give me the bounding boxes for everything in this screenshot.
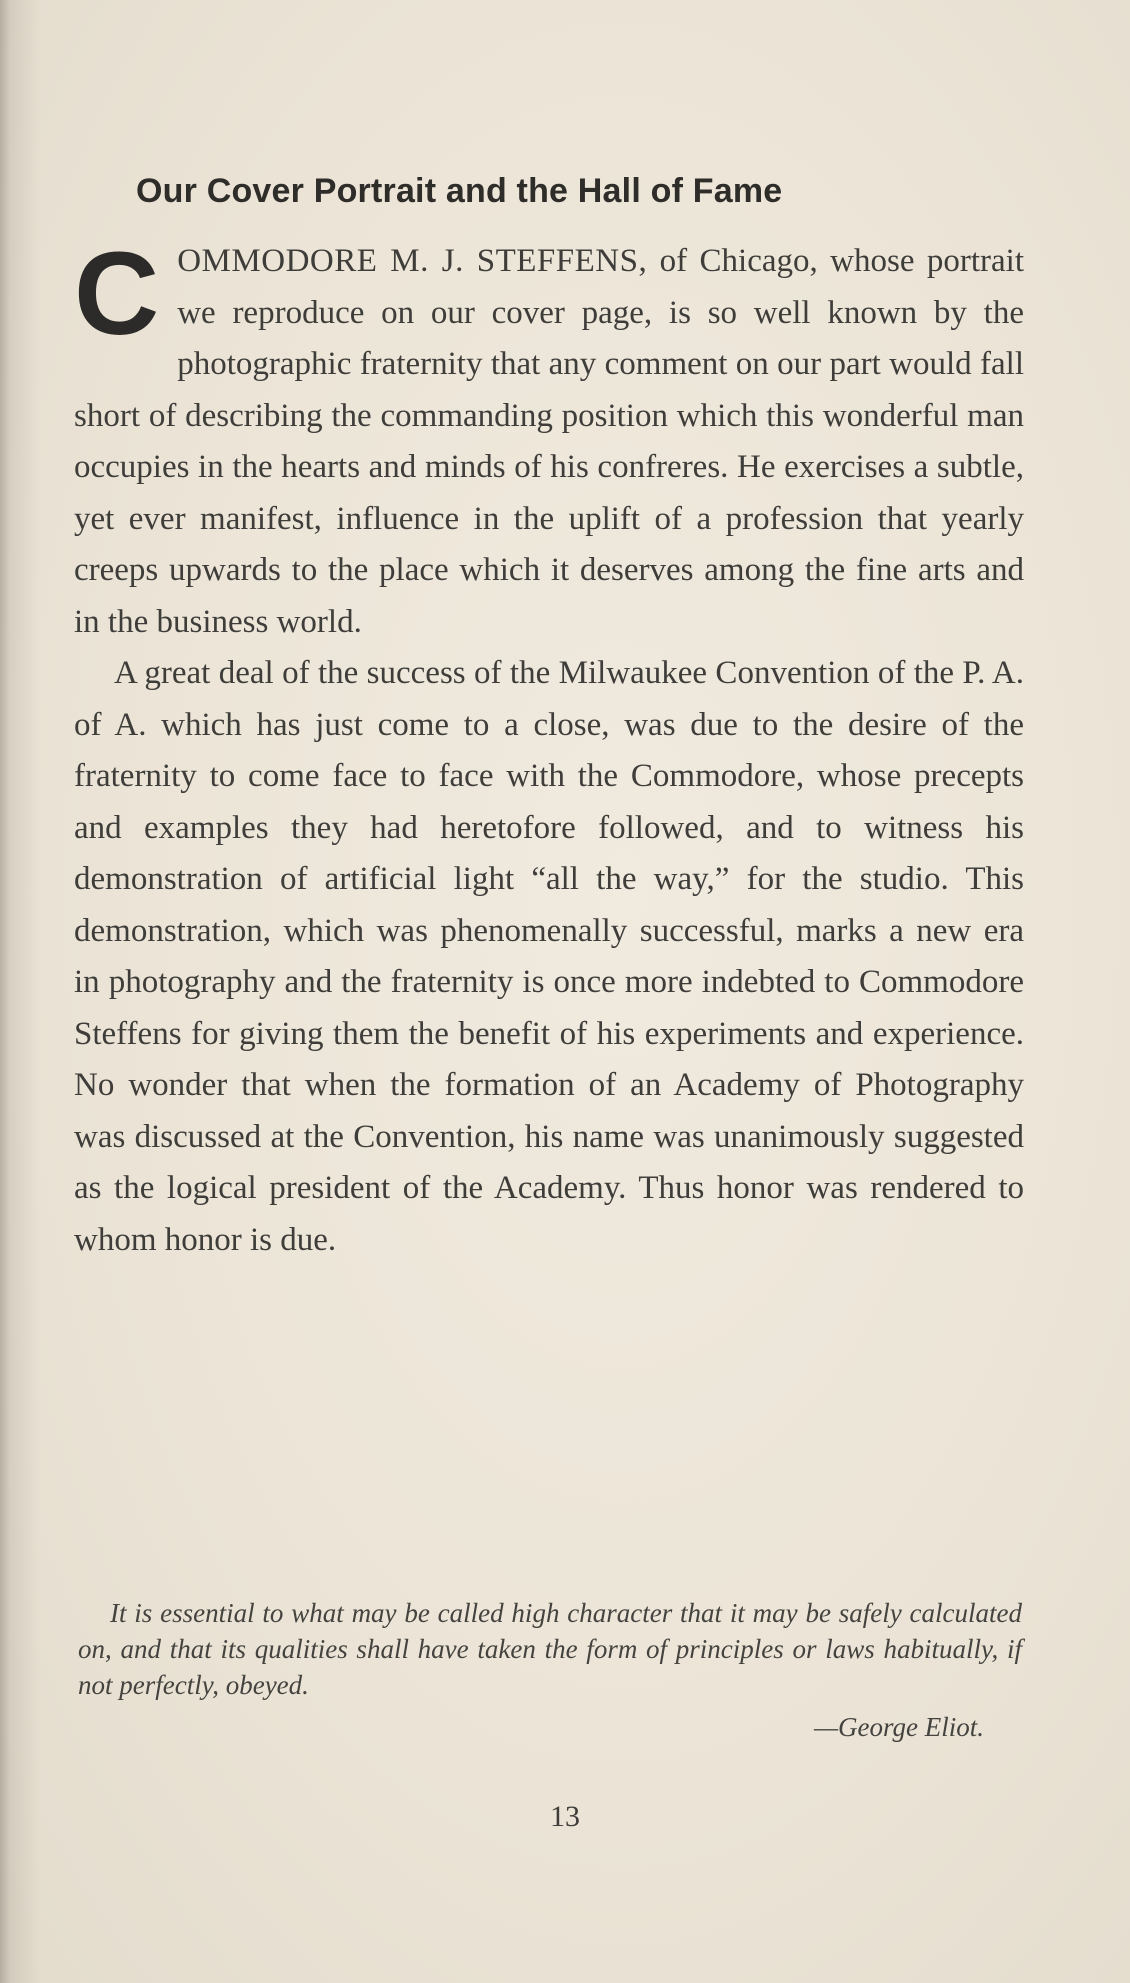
paragraph-1-text: of Chicago, whose portrait we reproduce on our cover page, is so well known by the photographic fraternity that any comment on our part would fall short of describing the commanding position which this wonderful man occupies in the hearts and minds of his confreres. He exercises a subtle, yet ever manifest, influence in the uplift of a profession that yearly creeps upwards to the place which it deserves among the fine arts and in the business world. xyxy=(74,243,1024,640)
drop-cap-letter: C xyxy=(74,228,160,360)
paragraph-2: A great deal of the success of the Milwaukee Convention of the P. A. of A. which has just come to a close, was due to the desire of the fraternity to come face to face with the Commodore, whose precepts and examples they had heretofore followed, and to witness his demonstration of artificial light “all the way,” for the studio. This demonstration, which was phenomenally successful, marks a new era in photography and the fraternity is once more indebted to Commodore Steffens for giving them the benefit of his experiments and experience. No wonder that when the formation of an Academy of Photography was discussed at the Convention, his name was unanimously suggested as the logical president of the Academy. Thus honor was rendered to whom honor is due. xyxy=(74,655,1024,1258)
lead-small-caps: OMMODORE M. J. STEFFENS, xyxy=(177,243,648,279)
page-number: 13 xyxy=(550,1800,580,1833)
paragraph-1 xyxy=(74,228,1024,648)
article-body xyxy=(74,228,1024,1266)
epigraph-quote xyxy=(78,1595,1022,1745)
article-title: Our Cover Portrait and the Hall of Fame xyxy=(136,172,783,210)
quote-attribution: —George Eliot. xyxy=(814,1712,984,1742)
quote-text: It is essential to what may be called high character that it may be safely calculated on, and that its qualities shall have taken the form of principles or laws habitually, if not perfectly, obeyed. xyxy=(78,1598,1022,1700)
